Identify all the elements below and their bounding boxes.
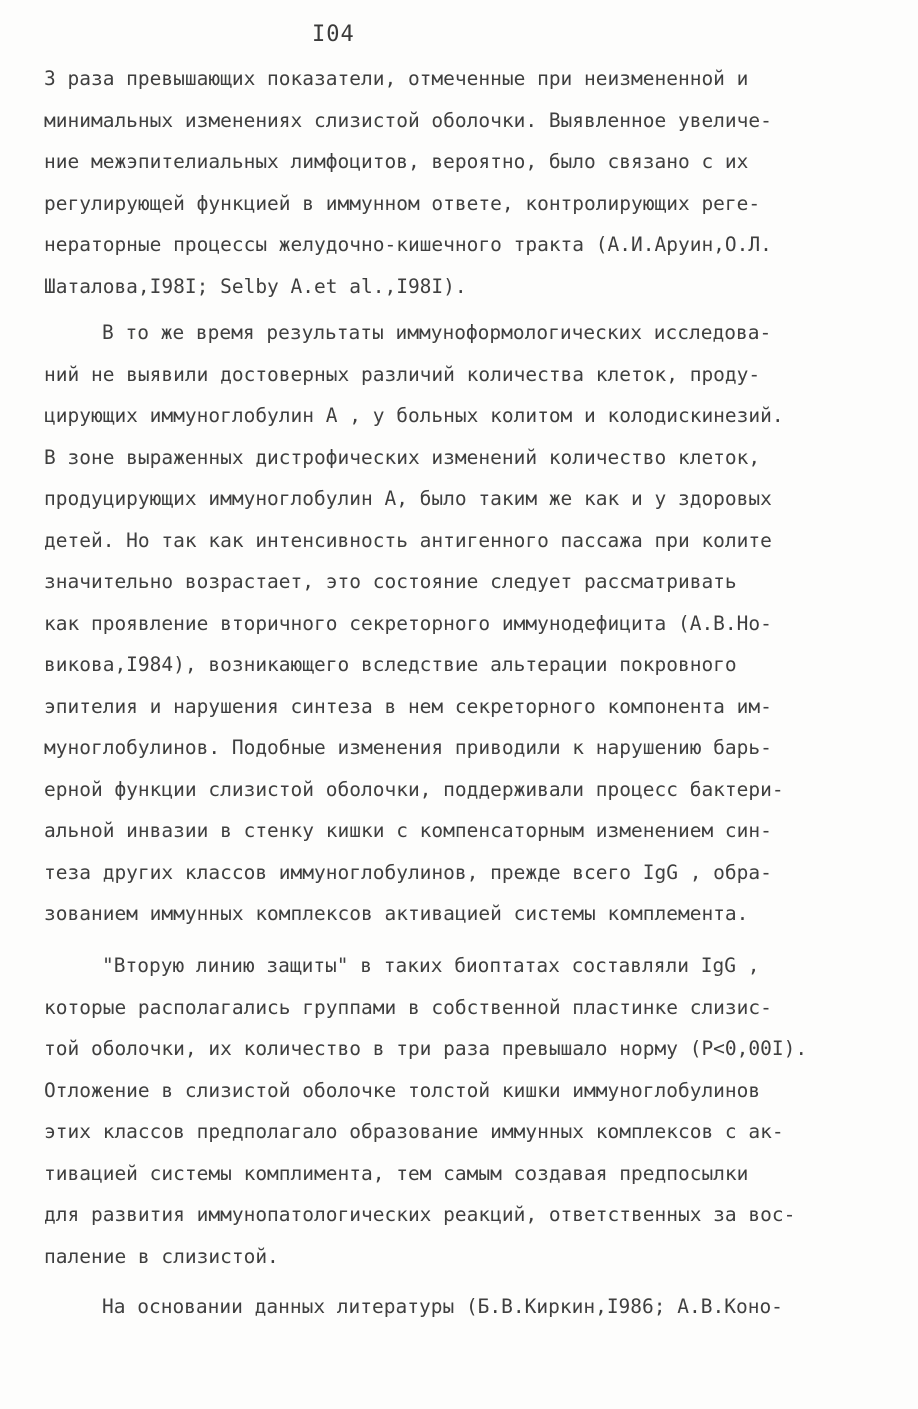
page-number: I04 bbox=[312, 22, 355, 47]
text-line: цирующих иммуноглобулин A , у больных колитом и колодискинезий. bbox=[44, 404, 784, 427]
text-line: ние межэпителиальных лимфоцитов, вероятно, было связано с их bbox=[44, 150, 749, 173]
text-line: минимальных изменениях слизистой оболочки. Выявленное увеличе- bbox=[44, 108, 772, 132]
text-line: альной инвазии в стенку кишки с компенсаторным изменением син- bbox=[44, 819, 772, 842]
text-line: детей. Но так как интенсивность антигенного пассажа при колите bbox=[44, 528, 772, 552]
text-line: Шаталова,I98I; Selby A.et al.,I98I). bbox=[44, 274, 467, 298]
paragraph-3 bbox=[44, 945, 884, 1277]
paragraph-2 bbox=[44, 312, 884, 935]
text-line: этих классов предполагало образование иммунных комплексов с ак- bbox=[44, 1120, 784, 1143]
text-line: теза других классов иммуноглобулинов, прежде всего IgG , обра- bbox=[44, 860, 772, 884]
text-line: муноглобулинов. Подобные изменения приводили к нарушению барь- bbox=[44, 736, 772, 759]
text-line: тивацией системы комплимента, тем самым создавая предпосылки bbox=[44, 1161, 749, 1185]
paragraph-1 bbox=[44, 58, 884, 307]
text-line: той оболочки, их количество в три раза превышало норму (P<0,00I). bbox=[44, 1037, 808, 1060]
text-line: как проявление вторичного секреторного иммунодефицита (А.В.Но- bbox=[44, 611, 772, 635]
text-line: На основании данных литературы (Б.В.Киркин,I986; А.В.Коно- bbox=[102, 1295, 783, 1318]
text-line: В то же время результаты иммуноформологических исследова- bbox=[102, 321, 772, 344]
text-line: ний не выявили достоверных различий количества клеток, проду- bbox=[44, 362, 761, 386]
text-line: которые располагались группами в собственной пластинке слизис- bbox=[44, 995, 772, 1019]
text-line: викова,I984), возникающего вследствие альтерации покровного bbox=[44, 653, 737, 676]
text-line: продуцирующих иммуноглобулин A, было таким же как и у здоровых bbox=[44, 487, 772, 510]
text-line: ерной функции слизистой оболочки, поддерживали процесс бактери- bbox=[44, 777, 784, 801]
text-line: "Вторую линию защиты" в таких биоптатах составляли IgG , bbox=[102, 954, 760, 977]
text-line: значительно возрастает, это состояние следует рассматривать bbox=[44, 570, 737, 593]
text-line: нераторные процессы желудочно-кишечного тракта (А.И.Аруин,О.Л. bbox=[44, 233, 772, 256]
text-line: Отложение в слизистой оболочке толстой кишки иммуноглобулинов bbox=[44, 1078, 761, 1102]
text-line: 3 раза превышающих показатели, отмеченные при неизмененной и bbox=[44, 67, 749, 90]
text-line: зованием иммунных комплексов активацией системы комплемента. bbox=[44, 902, 749, 925]
text-line: регулирующей функцией в иммунном ответе, контролирующих реге- bbox=[44, 191, 761, 215]
text-line: эпителия и нарушения синтеза в нем секреторного компонента им- bbox=[44, 694, 772, 718]
text-line: В зоне выраженных дистрофических изменений количество клеток, bbox=[44, 445, 761, 469]
text-line: для развития иммунопатологических реакций, ответственных за вос- bbox=[44, 1203, 796, 1226]
paragraph-4 bbox=[44, 1286, 884, 1328]
text-line: паление в слизистой. bbox=[44, 1244, 279, 1268]
